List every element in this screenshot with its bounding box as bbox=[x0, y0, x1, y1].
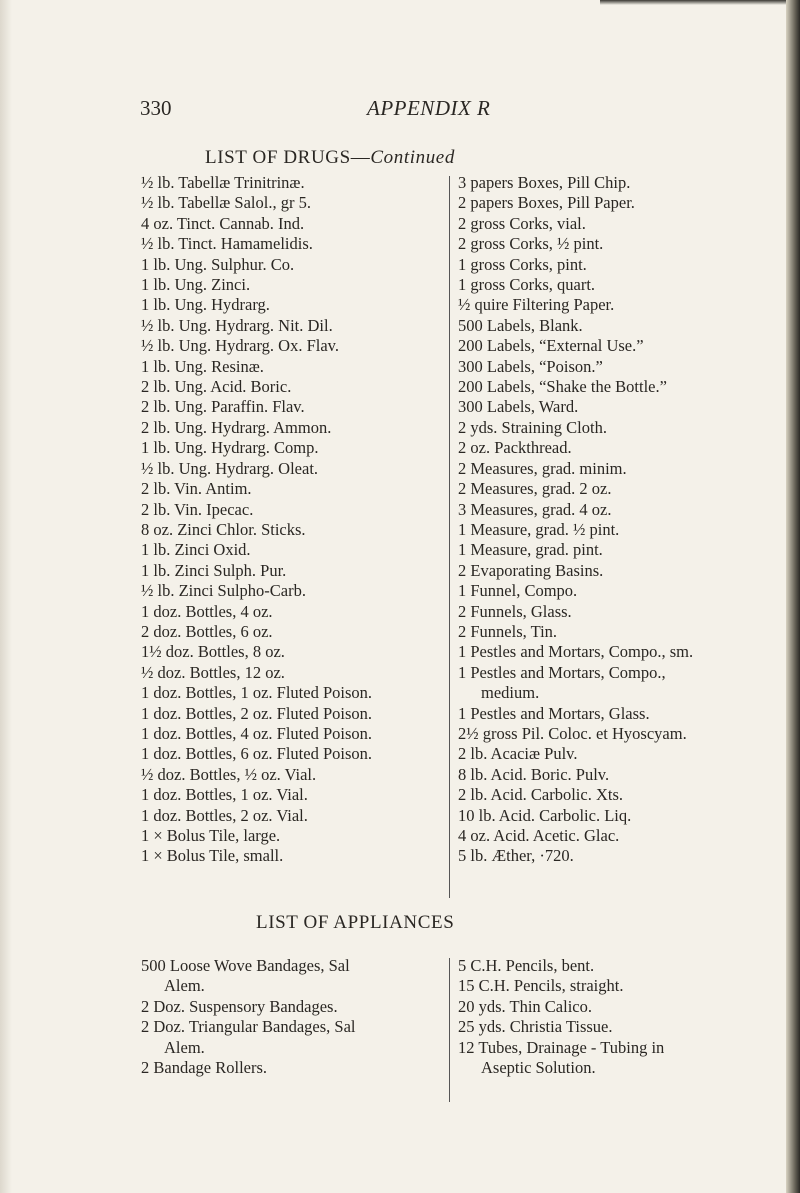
list-item: 200 Labels, “Shake the Bottle.” bbox=[458, 377, 667, 397]
list-item: 1 lb. Ung. Resinæ. bbox=[141, 356, 264, 376]
list-item: 1 doz. Bottles, 1 oz. Fluted Poison. bbox=[141, 683, 372, 703]
list-item: 1 Measure, grad. pint. bbox=[458, 540, 603, 560]
list-item: 8 lb. Acid. Boric. Pulv. bbox=[458, 764, 610, 784]
list-item: 2 lb. Acaciæ Pulv. bbox=[458, 744, 578, 764]
drugs-list-title bbox=[205, 147, 455, 169]
list-item: 3 papers Boxes, Pill Chip. bbox=[458, 173, 631, 192]
list-item: 1½ doz. Bottles, 8 oz. bbox=[141, 642, 285, 662]
list-item: 2 lb. Ung. Paraffin. Flav. bbox=[141, 397, 305, 417]
list-item: 1 doz. Bottles, 1 oz. Vial. bbox=[141, 785, 308, 805]
drugs-title-text: LIST OF DRUGS— bbox=[205, 147, 371, 168]
list-item: 1 doz. Bottles, 6 oz. Fluted Poison. bbox=[141, 744, 372, 764]
appliances-right-column bbox=[458, 956, 788, 1078]
list-item: 2 gross Corks, ½ pint. bbox=[458, 234, 604, 254]
list-item: 1 gross Corks, pint. bbox=[458, 254, 587, 274]
page-gutter-shadow bbox=[0, 0, 12, 1193]
column-divider bbox=[449, 176, 450, 898]
drugs-title-continued: Continued bbox=[370, 147, 455, 168]
list-item: 2 lb. Ung. Hydrarg. Ammon. bbox=[141, 417, 332, 437]
list-item-continuation: medium. bbox=[481, 683, 540, 703]
list-item-continuation: Alem. bbox=[164, 976, 205, 996]
list-item: ½ lb. Tinct. Hamamelidis. bbox=[141, 234, 313, 254]
list-item: ½ lb. Tabellæ Trinitrinæ. bbox=[141, 173, 305, 192]
list-item: 2 Doz. Triangular Bandages, Sal bbox=[141, 1017, 356, 1037]
list-item: ½ lb. Ung. Hydrarg. Ox. Flav. bbox=[141, 336, 339, 356]
list-item: 500 Labels, Blank. bbox=[458, 315, 583, 335]
page-edge-shadow bbox=[786, 0, 800, 1193]
list-item: 20 yds. Thin Calico. bbox=[458, 996, 592, 1016]
drugs-right-column bbox=[458, 173, 788, 867]
list-item: 2 lb. Acid. Carbolic. Xts. bbox=[458, 785, 623, 805]
list-item: 25 yds. Christia Tissue. bbox=[458, 1017, 613, 1037]
running-head bbox=[0, 96, 800, 126]
list-item: 8 oz. Zinci Chlor. Sticks. bbox=[141, 519, 306, 539]
list-item-continuation: Aseptic Solution. bbox=[481, 1058, 596, 1078]
list-item: 5 C.H. Pencils, bent. bbox=[458, 956, 595, 975]
column-divider bbox=[449, 958, 450, 1102]
list-item: 3 Measures, grad. 4 oz. bbox=[458, 499, 612, 519]
page-number: 330 bbox=[140, 96, 172, 120]
list-item: 2 Bandage Rollers. bbox=[141, 1058, 268, 1078]
list-item: 1 Measure, grad. ½ pint. bbox=[458, 519, 620, 539]
list-item: 4 oz. Tinct. Cannab. Ind. bbox=[141, 213, 305, 233]
list-item: 4 oz. Acid. Acetic. Glac. bbox=[458, 826, 620, 845]
list-item: 2 Funnels, Glass. bbox=[458, 601, 572, 621]
list-item: 2 gross Corks, vial. bbox=[458, 213, 586, 233]
list-item: 1 lb. Zinci Oxid. bbox=[141, 540, 251, 560]
drugs-left-column bbox=[141, 173, 461, 867]
list-item: ½ lb. Ung. Hydrarg. Nit. Dil. bbox=[141, 315, 333, 335]
list-item: 1 Pestles and Mortars, Compo., bbox=[458, 662, 666, 682]
list-item: 1 lb. Ung. Zinci. bbox=[141, 275, 251, 295]
appliances-left-column bbox=[141, 956, 441, 1078]
list-item: ½ lb. Ung. Hydrarg. Oleat. bbox=[141, 458, 319, 478]
list-item: 2 Measures, grad. minim. bbox=[458, 458, 627, 478]
list-item: 300 Labels, “Poison.” bbox=[458, 356, 603, 376]
list-item: 2 yds. Straining Cloth. bbox=[458, 417, 607, 437]
list-item: ½ lb. Tabellæ Salol., gr 5. bbox=[141, 193, 311, 213]
list-item: ½ doz. Bottles, ½ oz. Vial. bbox=[141, 764, 317, 784]
list-item: 1 doz. Bottles, 2 oz. Fluted Poison. bbox=[141, 703, 372, 723]
list-item: 1 lb. Ung. Sulphur. Co. bbox=[141, 254, 295, 274]
list-item: ½ lb. Zinci Sulpho-Carb. bbox=[141, 581, 306, 601]
list-item: 200 Labels, “External Use.” bbox=[458, 336, 644, 356]
list-item: 10 lb. Acid. Carbolic. Liq. bbox=[458, 805, 632, 825]
list-item: 2½ gross Pil. Coloc. et Hyoscyam. bbox=[458, 723, 687, 743]
list-item: 1 Pestles and Mortars, Glass. bbox=[458, 703, 650, 723]
list-item: 2 lb. Vin. Ipecac. bbox=[141, 499, 254, 519]
list-item-continuation: Alem. bbox=[164, 1037, 205, 1057]
list-item: 1 Pestles and Mortars, Compo., sm. bbox=[458, 642, 694, 662]
list-item: 500 Loose Wove Bandages, Sal bbox=[141, 956, 350, 975]
list-item: 2 Funnels, Tin. bbox=[458, 621, 558, 641]
list-item: 300 Labels, Ward. bbox=[458, 397, 579, 417]
list-item: 2 Evaporating Basins. bbox=[458, 560, 604, 580]
list-item: 1 doz. Bottles, 4 oz. Fluted Poison. bbox=[141, 723, 372, 743]
list-item: 5 lb. Æther, ·720. bbox=[458, 846, 574, 866]
list-item: 2 oz. Packthread. bbox=[458, 438, 572, 458]
running-title: APPENDIX R bbox=[367, 96, 491, 120]
list-item: ½ doz. Bottles, 12 oz. bbox=[141, 662, 285, 682]
list-item: 2 doz. Bottles, 6 oz. bbox=[141, 621, 273, 641]
list-item: 1 × Bolus Tile, small. bbox=[141, 846, 284, 866]
list-item: 2 lb. Vin. Antim. bbox=[141, 479, 252, 499]
list-item: ½ quire Filtering Paper. bbox=[458, 295, 615, 315]
appliances-list-title: LIST OF APPLIANCES bbox=[256, 912, 455, 933]
list-item: 1 lb. Zinci Sulph. Pur. bbox=[141, 560, 287, 580]
list-item: 12 Tubes, Drainage - Tubing in bbox=[458, 1037, 665, 1057]
list-item: 1 × Bolus Tile, large. bbox=[141, 826, 281, 845]
list-item: 1 gross Corks, quart. bbox=[458, 275, 596, 295]
list-item: 1 doz. Bottles, 4 oz. bbox=[141, 601, 273, 621]
list-item: 2 Doz. Suspensory Bandages. bbox=[141, 996, 338, 1016]
page-top-edge bbox=[600, 0, 800, 5]
list-item: 2 lb. Ung. Acid. Boric. bbox=[141, 377, 292, 397]
list-item: 1 lb. Ung. Hydrarg. Comp. bbox=[141, 438, 319, 458]
list-item: 1 lb. Ung. Hydrarg. bbox=[141, 295, 270, 315]
list-item: 1 doz. Bottles, 2 oz. Vial. bbox=[141, 805, 308, 825]
list-item: 15 C.H. Pencils, straight. bbox=[458, 976, 624, 996]
list-item: 2 Measures, grad. 2 oz. bbox=[458, 479, 612, 499]
list-item: 2 papers Boxes, Pill Paper. bbox=[458, 193, 635, 213]
list-item: 1 Funnel, Compo. bbox=[458, 581, 578, 601]
